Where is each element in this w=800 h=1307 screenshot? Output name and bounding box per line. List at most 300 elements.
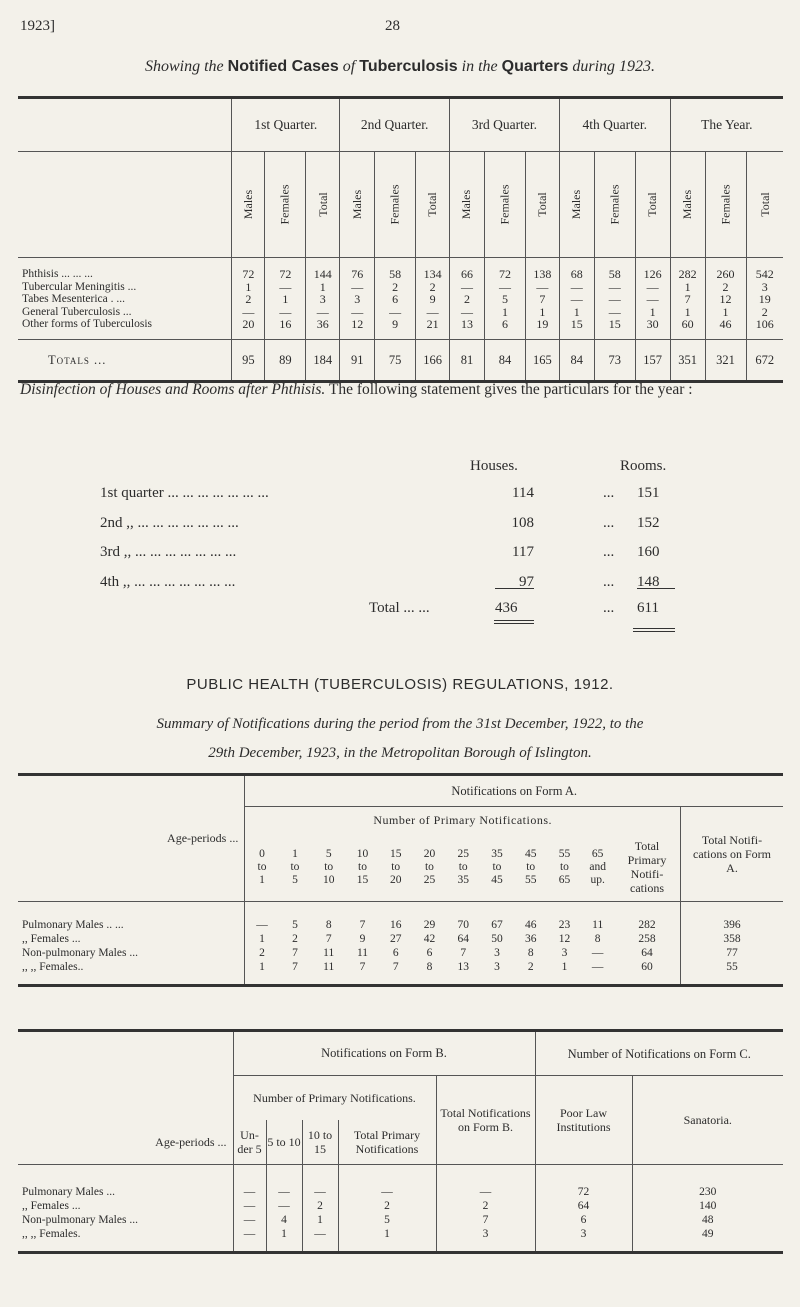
data-cell: 60 (670, 318, 705, 339)
age-band-header (279, 833, 312, 902)
age-band-part: 45 (524, 847, 537, 860)
data-cell: 2 (232, 293, 265, 306)
table-row (18, 258, 783, 281)
table-row (18, 306, 783, 319)
data-cell: 2 (450, 293, 485, 306)
total-cell: 73 (594, 339, 635, 381)
title-bold: Notified Cases (227, 58, 339, 75)
age-band-header (346, 833, 379, 902)
data-cell: — (559, 281, 594, 294)
subcolumn-label: Total (534, 192, 549, 217)
subcolumn-header (746, 152, 783, 258)
data-cell: 2 (527, 961, 534, 973)
table-row (18, 318, 783, 339)
age-band-part: 20 (389, 873, 402, 886)
age-band-part: 15 (356, 873, 369, 886)
data-cell: 1 (259, 933, 265, 945)
row-label: Non-pulmonary Males ... (18, 946, 245, 960)
age-band-part: 35 (491, 847, 503, 860)
data-cell: — (232, 306, 265, 319)
table-row (18, 293, 783, 306)
data-cell: 12 (558, 933, 571, 945)
age-band-part: to (257, 860, 267, 873)
data-cell: — (436, 1165, 535, 1200)
houses-value: 108 (511, 514, 534, 531)
data-cell: 8 (594, 933, 601, 945)
quarter-label: 4th ,, ... ... ... ... ... ... ... (100, 573, 236, 590)
data-cell: 19 (525, 318, 559, 339)
data-cell: 9 (359, 933, 366, 945)
data-cell: 1 (302, 1213, 338, 1227)
disinfection-paragraph (20, 376, 780, 404)
data-cell: 3 (761, 279, 768, 294)
table-row (18, 1213, 783, 1227)
data-cell: 6 (426, 947, 433, 959)
data-cell: — (233, 1227, 266, 1253)
age-band-part: 25 (423, 873, 436, 886)
subcolumn-header (232, 152, 265, 258)
row-label: General Tuberculosis ... (18, 306, 232, 319)
data-cell: 5 (484, 293, 525, 306)
data-cell: 2 (338, 1199, 436, 1213)
regulations-heading: PUBLIC HEALTH (TUBERCULOSIS) REGULATIONS, 1912. (186, 676, 614, 693)
data-cell: 72 (535, 1165, 632, 1200)
page-number: 28 (385, 18, 400, 34)
row-dots: ... (603, 573, 615, 590)
data-cell: 7 (359, 961, 366, 973)
total-cell: 351 (670, 339, 705, 381)
quarter-label: 1st quarter ... ... ... ... ... ... ... (100, 485, 269, 501)
page-year: 1923] (20, 18, 55, 34)
data-cell: 3 (306, 293, 340, 306)
quarter-header: 4th Quarter. (559, 98, 670, 152)
data-cell: 6 (535, 1213, 632, 1227)
houses-value: 114 (512, 485, 534, 501)
data-cell: — (340, 306, 375, 319)
data-cell: 7 (359, 919, 366, 931)
data-cell: — (525, 281, 559, 294)
data-cell: 77 (726, 947, 738, 959)
data-cell: 7 (292, 961, 298, 973)
data-cell: 64 (457, 933, 469, 945)
age-band-header (446, 833, 480, 902)
data-cell: 260 (705, 258, 746, 281)
data-cell: 140 (699, 1200, 717, 1212)
subcolumn-label: Males (680, 189, 695, 220)
form-c-header: Number of Notifications on Form C. (535, 1031, 783, 1076)
subcolumn-header (340, 152, 375, 258)
data-cell: — (375, 306, 416, 319)
quarter-label: 2nd ,, ... ... ... ... ... ... ... (100, 514, 239, 531)
data-cell: 70 (457, 919, 469, 931)
age-band-header (245, 833, 279, 902)
age-band-part: 65 (558, 873, 571, 886)
quarter-header: The Year. (670, 98, 783, 152)
data-cell: 27 (389, 933, 402, 945)
age-band-part: 5 (325, 847, 332, 860)
data-cell: 12 (705, 293, 746, 306)
subcolumn-label: Males (240, 189, 255, 220)
quarter-header: 1st Quarter. (232, 98, 340, 152)
data-cell: 46 (524, 919, 537, 931)
subcolumn-label: Females (387, 184, 402, 225)
summary-line: 29th December, 1923, in the Metropolitan Borough of Islington. (208, 745, 592, 761)
data-cell: 8 (527, 947, 534, 959)
data-cell: 3 (436, 1227, 535, 1253)
age-band-part: to (391, 860, 401, 873)
data-cell: 72 (265, 258, 306, 281)
data-cell: 1 (259, 961, 265, 973)
subcolumn-label: Total (645, 192, 660, 217)
data-cell: 36 (306, 318, 340, 339)
data-cell: 76 (340, 258, 375, 281)
subcolumn-label: Total (425, 192, 440, 217)
title-part: in the (461, 58, 498, 75)
subcolumn-header (594, 152, 635, 258)
age-band-part: 15 (389, 847, 402, 860)
data-cell: — (559, 293, 594, 306)
subcolumn-label: Males (569, 189, 584, 220)
data-cell: 6 (484, 318, 525, 339)
data-cell: 542 (755, 267, 774, 281)
total-cell: 166 (416, 339, 450, 381)
rooms-header: Rooms. (620, 458, 667, 474)
table-row (18, 281, 783, 294)
data-cell: — (484, 281, 525, 294)
houses-rule (495, 588, 534, 589)
data-cell: 72 (484, 258, 525, 281)
data-cell: — (340, 281, 375, 294)
data-cell: — (302, 1227, 338, 1253)
total-dots: ... (603, 600, 615, 616)
total-cell: 91 (340, 339, 375, 381)
row-label: Other forms of Tuberculosis (18, 318, 232, 339)
data-cell: 2 (761, 304, 768, 319)
data-cell: 58 (594, 258, 635, 281)
data-cell: — (266, 1199, 302, 1213)
data-cell: 7 (436, 1213, 535, 1227)
data-cell: 21 (416, 318, 450, 339)
table-row (18, 946, 783, 960)
summary-line: Summary of Notifications during the period from the 31st December, 1922, to the (156, 716, 644, 732)
age-band-part: to (559, 860, 569, 873)
disinfection-text: The following statement gives the particulars for the year : (325, 381, 693, 398)
form-a-header: Notifications on Form A. (245, 775, 783, 807)
data-cell: 19 (758, 292, 771, 307)
data-cell: 3 (494, 947, 500, 959)
subcolumn-header (670, 152, 705, 258)
data-cell: — (594, 306, 635, 319)
rooms-value: 151 (637, 485, 660, 501)
total-cell: 84 (484, 339, 525, 381)
total-cell: 157 (635, 339, 670, 381)
data-cell: 11 (323, 947, 335, 959)
data-cell: — (302, 1165, 338, 1200)
total-form-a-header: Total Notifi- cations on Form A. (681, 807, 784, 902)
age-band-header (413, 833, 447, 902)
total-rooms: 611 (637, 600, 659, 616)
data-cell: 4 (266, 1213, 302, 1227)
total-cell: 672 (746, 339, 783, 381)
total-cell: 184 (306, 339, 340, 381)
data-cell: 1 (338, 1227, 436, 1253)
age-band-header (379, 833, 413, 902)
houses-double-rule (494, 620, 534, 624)
data-cell: — (591, 961, 604, 973)
data-cell: 8 (325, 919, 332, 931)
age-band-part: to (324, 860, 334, 873)
data-cell: 64 (614, 946, 680, 960)
data-cell: 1 (670, 281, 705, 294)
subcolumn-header (306, 152, 340, 258)
data-cell: — (265, 281, 306, 294)
subcolumn-header (416, 152, 450, 258)
data-cell: — (594, 293, 635, 306)
data-cell: 1 (266, 1227, 302, 1253)
data-cell: — (306, 306, 340, 319)
data-cell: 2 (292, 933, 298, 945)
data-cell: 1 (635, 306, 670, 319)
total-cell: 84 (559, 339, 594, 381)
regulations-summary (20, 710, 780, 768)
age-band-part: 25 (457, 847, 469, 860)
data-cell: 49 (702, 1228, 714, 1240)
data-cell: 1 (265, 293, 306, 306)
age-band-part: 5 (292, 873, 298, 886)
data-cell: 282 (614, 902, 680, 933)
data-cell: 358 (723, 933, 741, 945)
data-cell: 11 (356, 947, 369, 959)
data-cell: 15 (594, 318, 635, 339)
age-band-part: to (526, 860, 536, 873)
data-cell: 5 (338, 1213, 436, 1227)
data-cell: 106 (755, 317, 774, 332)
data-cell: — (233, 1213, 266, 1227)
data-cell: 55 (726, 961, 738, 973)
data-cell: 11 (323, 961, 335, 973)
subcolumn-header (635, 152, 670, 258)
age-band-part: 65 (591, 847, 604, 860)
rooms-double-rule (633, 628, 675, 632)
data-cell: 7 (460, 947, 467, 959)
age-band-part: 55 (524, 873, 537, 886)
data-cell: 46 (705, 318, 746, 339)
row-label: ,, ,, Females. (18, 1227, 233, 1253)
data-cell: 396 (723, 919, 741, 931)
data-cell: 2 (436, 1199, 535, 1213)
data-cell: 1 (561, 961, 568, 973)
row-dots: ... (603, 514, 615, 531)
data-cell: 1 (670, 306, 705, 319)
data-cell: 9 (375, 318, 416, 339)
houses-header: Houses. (470, 458, 518, 474)
data-cell: 67 (491, 919, 503, 931)
data-cell: 230 (699, 1186, 717, 1198)
subcolumn-label: Total (315, 192, 330, 217)
data-cell: — (233, 1165, 266, 1200)
total-primary-header: Total Primary Notifi- cations (614, 833, 680, 902)
age-band-part: up. (590, 873, 605, 886)
table1-title (0, 58, 800, 76)
data-cell: 7 (670, 293, 705, 306)
data-cell: 3 (340, 293, 375, 306)
table-row (18, 1165, 783, 1200)
table-row (18, 932, 783, 946)
subcolumn-label: Females (718, 184, 733, 225)
data-cell: 1 (484, 306, 525, 319)
data-cell: 2 (416, 281, 450, 294)
age-band-part: 55 (558, 847, 571, 860)
quarterly-cases-table (18, 96, 783, 383)
row-label: Non-pulmonary Males ... (18, 1213, 233, 1227)
total-cell: 89 (265, 339, 306, 381)
primary-column-header: 5 to 10 (266, 1120, 302, 1165)
sanatoria-header: Sanatoria. (632, 1076, 783, 1165)
primary-column-header: Un- der 5 (233, 1120, 266, 1165)
primary-column-header: 10 to 15 (302, 1120, 338, 1165)
rooms-value: 152 (637, 514, 660, 531)
corner-cell (18, 98, 232, 152)
age-band-part: to (458, 860, 468, 873)
age-periods-header: Age-periods ... (18, 1031, 233, 1165)
age-band-header (514, 833, 548, 902)
houses-value: 97 (519, 573, 534, 590)
data-cell: 5 (292, 919, 298, 931)
data-cell: 3 (535, 1227, 632, 1253)
data-cell: — (266, 1165, 302, 1200)
row-label: Tabes Mesenterica . ... (18, 293, 232, 306)
total-cell: 81 (450, 339, 485, 381)
data-cell: — (635, 293, 670, 306)
quarter-header: 3rd Quarter. (450, 98, 560, 152)
age-band-part: 1 (292, 847, 298, 860)
data-cell: 42 (423, 933, 436, 945)
poor-law-header: Poor Law Institutions (535, 1076, 632, 1165)
data-cell: 16 (389, 919, 402, 931)
row-dots: ... (603, 485, 615, 501)
form-b-header: Notifications on Form B. (233, 1031, 535, 1076)
subcolumn-label: Males (459, 189, 474, 220)
form-b-c-table (18, 1029, 783, 1254)
primary-column-header: Total Primary Notifications (338, 1120, 436, 1165)
age-band-part: 35 (457, 873, 469, 886)
title-part: Showing the (144, 58, 224, 75)
data-cell: — (594, 281, 635, 294)
data-cell: 23 (558, 919, 571, 931)
data-cell: — (338, 1165, 436, 1200)
data-cell: 144 (306, 258, 340, 281)
data-cell: 1 (306, 281, 340, 294)
disinfection-heading: Disinfection of Houses and Rooms after Phthisis. (20, 381, 326, 398)
title-part: of (342, 58, 356, 75)
table-row (18, 902, 783, 933)
data-cell: — (416, 306, 450, 319)
houses-value: 117 (512, 544, 534, 560)
subcolumn-label: Females (607, 184, 622, 225)
data-cell: 126 (635, 258, 670, 281)
data-cell: 7 (292, 947, 298, 959)
subcolumn-label: Males (349, 189, 364, 220)
table-row (18, 1199, 783, 1213)
data-cell: 13 (450, 318, 485, 339)
age-band-header (480, 833, 514, 902)
primary-header: Number of Primary Notifications. (245, 807, 681, 834)
subcolumn-label: Females (277, 184, 292, 225)
data-cell: 13 (457, 961, 469, 973)
data-cell: — (635, 281, 670, 294)
row-label: ,, Females ... (18, 1199, 233, 1213)
data-cell: 6 (375, 293, 416, 306)
age-band-part: to (358, 860, 367, 873)
row-label: Pulmonary Males .. ... (18, 902, 245, 933)
total-cell: 75 (375, 339, 416, 381)
title-part: during 1923. (572, 58, 656, 75)
data-cell: 36 (524, 933, 537, 945)
total-cell: 95 (232, 339, 265, 381)
data-cell: 72 (232, 258, 265, 281)
data-cell: 29 (423, 919, 436, 931)
corner-cell (18, 152, 232, 258)
row-label: Pulmonary Males ... (18, 1165, 233, 1200)
data-cell: 8 (426, 961, 433, 973)
data-cell: 138 (525, 258, 559, 281)
title-bold: Quarters (501, 58, 569, 75)
subcolumn-header (375, 152, 416, 258)
table-row (18, 1227, 783, 1253)
data-cell: 60 (614, 960, 680, 986)
subcolumn-header (265, 152, 306, 258)
row-label: Phthisis ... ... ... (18, 258, 232, 281)
data-cell: 1 (705, 306, 746, 319)
data-cell: 2 (302, 1199, 338, 1213)
age-band-part: 10 (356, 847, 369, 860)
row-label: ,, ,, Females.. (18, 960, 245, 986)
title-bold: Tuberculosis (359, 58, 458, 75)
totals-label: Totals ... (18, 339, 232, 381)
disinfection-total-label: Total ... ... (369, 600, 430, 616)
data-cell: 1 (559, 306, 594, 319)
data-cell: 6 (392, 947, 399, 959)
data-cell: — (450, 306, 485, 319)
data-cell: — (256, 919, 268, 931)
data-cell: 7 (392, 961, 399, 973)
age-band-part: 0 (259, 847, 265, 860)
data-cell: 3 (561, 947, 568, 959)
subcolumn-header (525, 152, 559, 258)
data-cell: 7 (525, 293, 559, 306)
subcolumn-header (705, 152, 746, 258)
data-cell: — (265, 306, 306, 319)
data-cell: 258 (614, 932, 680, 946)
age-band-part: 20 (423, 847, 436, 860)
rooms-rule (637, 588, 675, 589)
age-band-part: 10 (322, 873, 335, 886)
subcolumn-header (450, 152, 485, 258)
data-cell: 3 (494, 961, 500, 973)
data-cell: — (450, 281, 485, 294)
age-band-part: to (424, 860, 434, 873)
age-band-header (311, 833, 346, 902)
data-cell: 2 (259, 947, 265, 959)
data-cell: 11 (592, 919, 604, 931)
data-cell: 9 (416, 293, 450, 306)
age-band-header (581, 833, 614, 902)
data-cell: — (591, 947, 604, 959)
age-band-part: 1 (259, 873, 265, 886)
form-a-table (18, 773, 783, 987)
quarter-label: 3rd ,, ... ... ... ... ... ... ... (100, 544, 237, 560)
subcolumn-header (484, 152, 525, 258)
